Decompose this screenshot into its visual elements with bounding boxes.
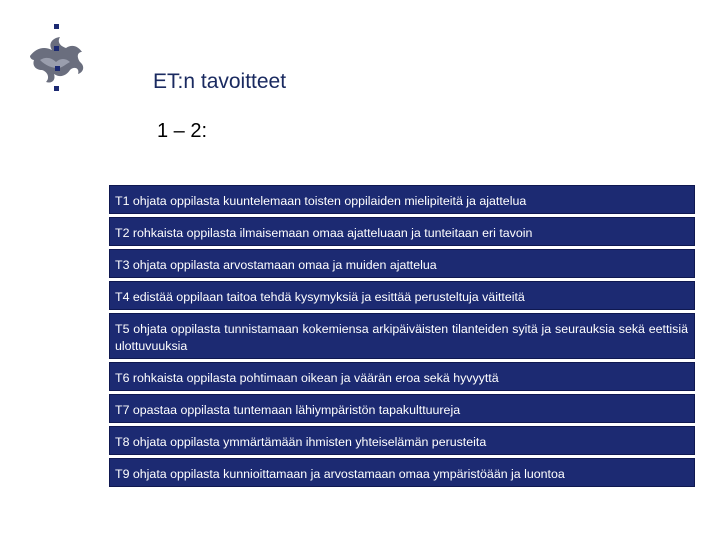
goal-item: T2 rohkaista oppilasta ilmaisemaan omaa ajatteluaan ja tunteitaan eri tavoin xyxy=(109,217,695,246)
goal-item: T6 rohkaista oppilasta pohtimaan oikean ja väärän eroa sekä hyvyyttä xyxy=(109,362,695,391)
goal-item: T4 edistää oppilaan taitoa tehdä kysymyksiä ja esittää perusteltuja väitteitä xyxy=(109,281,695,310)
university-flame-logo-icon xyxy=(22,22,92,98)
slide-subtitle: 1 – 2: xyxy=(157,120,208,142)
goal-item: T3 ohjata oppilasta arvostamaan omaa ja muiden ajattelua xyxy=(109,249,695,278)
goals-list xyxy=(109,185,695,490)
goal-item: T9 ohjata oppilasta kunnioittamaan ja arvostamaan omaa ympäristöään ja luontoa xyxy=(109,458,695,487)
goal-item: T5 ohjata oppilasta tunnistamaan kokemiensa arkipäiväisten tilanteiden syitä ja seurauksia sekä eettisiä ulottuvuuksia xyxy=(109,313,695,359)
slide-title: ET:n tavoitteet xyxy=(153,70,287,93)
goal-item: T8 ohjata oppilasta ymmärtämään ihmisten yhteiselämän perusteita xyxy=(109,426,695,455)
goal-item: T7 opastaa oppilasta tuntemaan lähiympäristön tapakulttuureja xyxy=(109,394,695,423)
goal-item: T1 ohjata oppilasta kuuntelemaan toisten oppilaiden mielipiteitä ja ajattelua xyxy=(109,185,695,214)
